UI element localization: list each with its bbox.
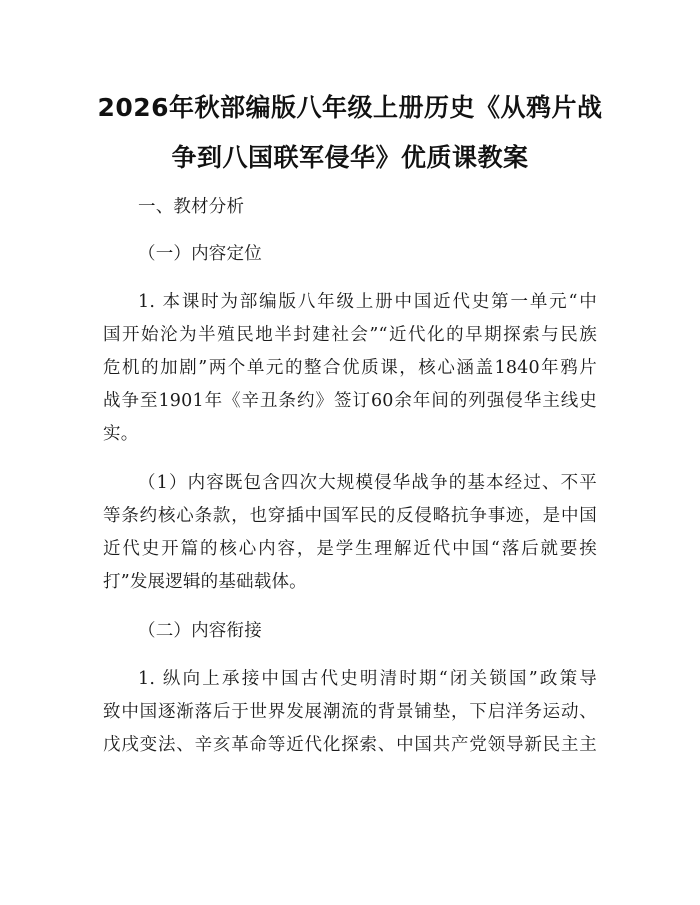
- paragraph-line: （1）内容既包含四次大规模侵华战争的基本经过、不平: [138, 473, 597, 493]
- paragraph-line: 危机的加剧”两个单元的整合优质课，核心涵盖1840年鸦片: [103, 358, 597, 378]
- paragraph-line: 国开始沦为半殖民地半封建社会”“近代化的早期探索与民族: [103, 325, 597, 345]
- document-title-line-1: 2026年秋部编版八年级上册历史《从鸦片战: [97, 93, 603, 122]
- paragraph-line: 1. 本课时为部编版八年级上册中国近代史第一单元“中: [138, 292, 597, 312]
- paragraph-line: 等条约核心条款，也穿插中国军民的反侵略抗争事迹，是中国: [103, 506, 597, 526]
- paragraph-line: 近代史开篇的核心内容，是学生理解近代中国“落后就要挨: [103, 539, 597, 559]
- subsection-heading: （一）内容定位: [138, 244, 262, 264]
- subsection-heading: （二）内容衔接: [138, 621, 262, 641]
- document-title-line-2: 争到八国联军侵华》优质课教案: [171, 143, 529, 172]
- paragraph-line: 打”发展逻辑的基础载体。: [103, 572, 307, 592]
- paragraph-line: 1. 纵向上承接中国古代史明清时期“闭关锁国”政策导: [138, 669, 597, 689]
- paragraph-line: 致中国逐渐落后于世界发展潮流的背景铺垫，下启洋务运动、: [103, 702, 597, 722]
- section-heading: 一、教材分析: [138, 197, 245, 217]
- paragraph-line: 实。: [103, 424, 139, 444]
- paragraph-line: 战争至1901年《辛丑条约》签订60余年间的列强侵华主线史: [103, 391, 597, 411]
- paragraph-line: 戊戌变法、辛亥革命等近代化探索、中国共产党领导新民主主: [103, 735, 597, 755]
